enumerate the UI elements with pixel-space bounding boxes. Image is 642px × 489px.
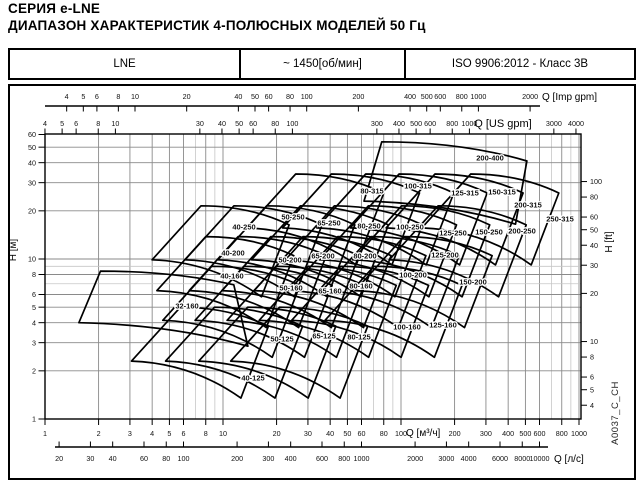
svg-text:3000: 3000 — [438, 454, 455, 463]
svg-text:50-250: 50-250 — [281, 212, 305, 222]
svg-text:800: 800 — [446, 119, 459, 128]
svg-text:100: 100 — [300, 92, 313, 101]
svg-text:3: 3 — [32, 338, 36, 348]
svg-text:100-160: 100-160 — [393, 322, 421, 332]
svg-text:40: 40 — [108, 454, 117, 463]
svg-text:80: 80 — [590, 192, 598, 202]
svg-text:60: 60 — [264, 92, 273, 101]
svg-text:40-200: 40-200 — [221, 248, 245, 258]
svg-text:500: 500 — [410, 119, 423, 128]
svg-text:6: 6 — [94, 92, 99, 101]
svg-text:10: 10 — [131, 92, 139, 101]
spec-standard: ISO 9906:2012 - Класс 3В — [451, 58, 589, 70]
svg-text:80-125: 80-125 — [347, 332, 371, 342]
svg-text:H [ft]: H [ft] — [604, 231, 615, 253]
svg-text:200-250: 200-250 — [508, 226, 536, 236]
svg-text:2000: 2000 — [407, 454, 424, 463]
svg-text:10: 10 — [111, 119, 120, 128]
svg-text:50: 50 — [343, 429, 352, 438]
svg-text:65-125: 65-125 — [312, 331, 336, 341]
svg-text:10000: 10000 — [529, 454, 550, 463]
svg-text:150-200: 150-200 — [459, 277, 487, 287]
svg-text:125-250: 125-250 — [439, 228, 467, 238]
svg-text:20: 20 — [182, 92, 191, 101]
svg-text:50-160: 50-160 — [279, 283, 303, 293]
svg-text:3: 3 — [127, 429, 132, 438]
svg-text:100: 100 — [590, 177, 602, 187]
svg-text:30: 30 — [590, 260, 598, 270]
svg-text:1000: 1000 — [571, 429, 587, 438]
svg-text:80: 80 — [286, 92, 295, 101]
svg-text:80-250: 80-250 — [357, 221, 381, 231]
svg-text:30: 30 — [303, 429, 312, 438]
svg-text:200: 200 — [448, 429, 461, 438]
svg-text:500: 500 — [519, 429, 532, 438]
svg-text:10: 10 — [590, 337, 598, 347]
svg-text:80-200: 80-200 — [353, 251, 377, 261]
svg-text:8: 8 — [203, 429, 208, 438]
axis-m3h — [43, 419, 587, 439]
svg-text:4000: 4000 — [460, 454, 477, 463]
svg-text:80-160: 80-160 — [349, 281, 373, 291]
svg-text:600: 600 — [316, 454, 329, 463]
svg-text:Q [л/с]: Q [л/с] — [554, 454, 584, 465]
svg-text:6: 6 — [590, 372, 594, 382]
svg-text:20: 20 — [272, 429, 281, 438]
svg-text:40-125: 40-125 — [241, 373, 265, 383]
svg-text:50: 50 — [235, 119, 244, 128]
svg-text:800: 800 — [338, 454, 351, 463]
svg-text:1000: 1000 — [353, 454, 370, 463]
axis-imp-gpm — [45, 92, 597, 112]
svg-text:20: 20 — [28, 206, 36, 216]
svg-text:1: 1 — [43, 429, 47, 438]
svg-text:500: 500 — [420, 92, 433, 101]
svg-text:65-200: 65-200 — [311, 251, 335, 261]
svg-text:250-315: 250-315 — [546, 214, 574, 224]
svg-text:800: 800 — [455, 92, 468, 101]
svg-text:10: 10 — [28, 254, 36, 264]
axis-us-gpm — [43, 118, 584, 134]
svg-text:2: 2 — [96, 429, 101, 438]
svg-text:1: 1 — [32, 414, 36, 424]
svg-text:300: 300 — [479, 429, 492, 438]
svg-text:800: 800 — [555, 429, 568, 438]
svg-text:100-200: 100-200 — [399, 270, 427, 280]
svg-text:125-200: 125-200 — [431, 250, 459, 260]
svg-text:40-160: 40-160 — [220, 271, 244, 281]
svg-text:100: 100 — [395, 429, 407, 438]
svg-text:4: 4 — [590, 400, 594, 410]
svg-text:8: 8 — [116, 92, 121, 101]
svg-text:2000: 2000 — [522, 92, 539, 101]
svg-text:4: 4 — [32, 318, 36, 328]
spec-speed: ~ 1450[об/мин] — [239, 50, 406, 78]
svg-text:40: 40 — [28, 158, 36, 168]
svg-text:200: 200 — [352, 92, 365, 101]
svg-text:10: 10 — [219, 429, 227, 438]
svg-text:40: 40 — [590, 240, 598, 250]
svg-text:100: 100 — [286, 119, 299, 128]
svg-text:20: 20 — [55, 454, 64, 463]
svg-text:50: 50 — [28, 142, 36, 152]
svg-text:H [м]: H [м] — [8, 238, 19, 262]
svg-text:400: 400 — [284, 454, 297, 463]
svg-text:6: 6 — [74, 119, 79, 128]
svg-text:Q [US gpm]: Q [US gpm] — [474, 118, 532, 130]
svg-text:80: 80 — [162, 454, 171, 463]
svg-text:4000: 4000 — [567, 119, 584, 128]
drawing-code — [610, 381, 621, 445]
svg-text:50: 50 — [251, 92, 260, 101]
svg-text:5: 5 — [81, 92, 86, 101]
svg-text:100: 100 — [177, 454, 190, 463]
svg-text:100-250: 100-250 — [396, 222, 424, 232]
svg-text:60: 60 — [28, 130, 36, 140]
svg-text:A0037_C_CH: A0037_C_CH — [610, 381, 621, 445]
svg-text:40: 40 — [234, 92, 243, 101]
svg-text:50-125: 50-125 — [270, 334, 294, 344]
svg-text:32-160: 32-160 — [175, 301, 199, 311]
svg-text:600: 600 — [434, 92, 447, 101]
svg-text:1000: 1000 — [470, 92, 487, 101]
svg-text:400: 400 — [392, 119, 405, 128]
svg-text:8: 8 — [590, 352, 594, 362]
svg-text:300: 300 — [370, 119, 383, 128]
svg-text:8: 8 — [96, 119, 101, 128]
svg-text:300: 300 — [262, 454, 275, 463]
svg-text:30: 30 — [28, 178, 36, 188]
svg-text:Q [Imp gpm]: Q [Imp gpm] — [542, 92, 598, 103]
svg-text:40: 40 — [217, 119, 226, 128]
svg-text:20: 20 — [590, 288, 598, 298]
svg-text:100-315: 100-315 — [404, 181, 432, 191]
svg-text:6000: 6000 — [492, 454, 509, 463]
svg-text:5: 5 — [590, 385, 594, 395]
svg-text:6: 6 — [181, 429, 186, 438]
svg-text:80: 80 — [271, 119, 280, 128]
svg-text:30: 30 — [86, 454, 95, 463]
svg-text:600: 600 — [533, 429, 546, 438]
svg-text:4: 4 — [150, 429, 155, 438]
axis-h-ft — [581, 177, 615, 410]
svg-text:65-160: 65-160 — [318, 286, 342, 296]
svg-text:30: 30 — [195, 119, 204, 128]
svg-text:40-250: 40-250 — [232, 222, 256, 232]
svg-text:8: 8 — [32, 270, 36, 280]
svg-text:80: 80 — [379, 429, 388, 438]
svg-text:125-315: 125-315 — [451, 188, 479, 198]
svg-text:125-160: 125-160 — [429, 320, 457, 330]
svg-text:Q [м³/ч]: Q [м³/ч] — [406, 428, 441, 439]
svg-text:40: 40 — [326, 429, 335, 438]
svg-text:6: 6 — [32, 290, 36, 300]
svg-text:2: 2 — [32, 366, 36, 376]
svg-text:60: 60 — [590, 212, 598, 222]
axis-h-m — [8, 130, 45, 424]
spec-series: LNE — [113, 58, 136, 70]
svg-text:5: 5 — [167, 429, 172, 438]
svg-text:4: 4 — [42, 119, 47, 128]
svg-text:80-315: 80-315 — [360, 186, 384, 196]
svg-text:5: 5 — [60, 119, 65, 128]
svg-text:50-200: 50-200 — [278, 255, 302, 265]
svg-text:400: 400 — [404, 92, 417, 101]
svg-text:200-400: 200-400 — [476, 153, 504, 163]
axis-l-s — [55, 442, 584, 466]
envelopes — [79, 142, 559, 398]
svg-text:150-250: 150-250 — [475, 227, 503, 237]
svg-text:400: 400 — [502, 429, 515, 438]
svg-text:60: 60 — [140, 454, 149, 463]
svg-text:200-315: 200-315 — [514, 200, 542, 210]
svg-text:4: 4 — [64, 92, 69, 101]
svg-text:60: 60 — [249, 119, 258, 128]
range-title: ДИАПАЗОН ХАРАКТЕРИСТИК 4-ПОЛЮСНЫХ МОДЕЛЕЙ 50 Гц — [8, 17, 426, 33]
svg-text:8000: 8000 — [514, 454, 531, 463]
svg-text:3000: 3000 — [545, 119, 562, 128]
svg-text:5: 5 — [32, 302, 36, 312]
svg-text:60: 60 — [357, 429, 366, 438]
svg-text:1000: 1000 — [461, 119, 478, 128]
svg-text:65-250: 65-250 — [317, 218, 341, 228]
svg-text:200: 200 — [231, 454, 244, 463]
svg-text:600: 600 — [424, 119, 437, 128]
svg-text:150-315: 150-315 — [488, 187, 516, 197]
svg-text:50: 50 — [590, 225, 598, 235]
series-title: СЕРИЯ e-LNE — [8, 1, 101, 16]
